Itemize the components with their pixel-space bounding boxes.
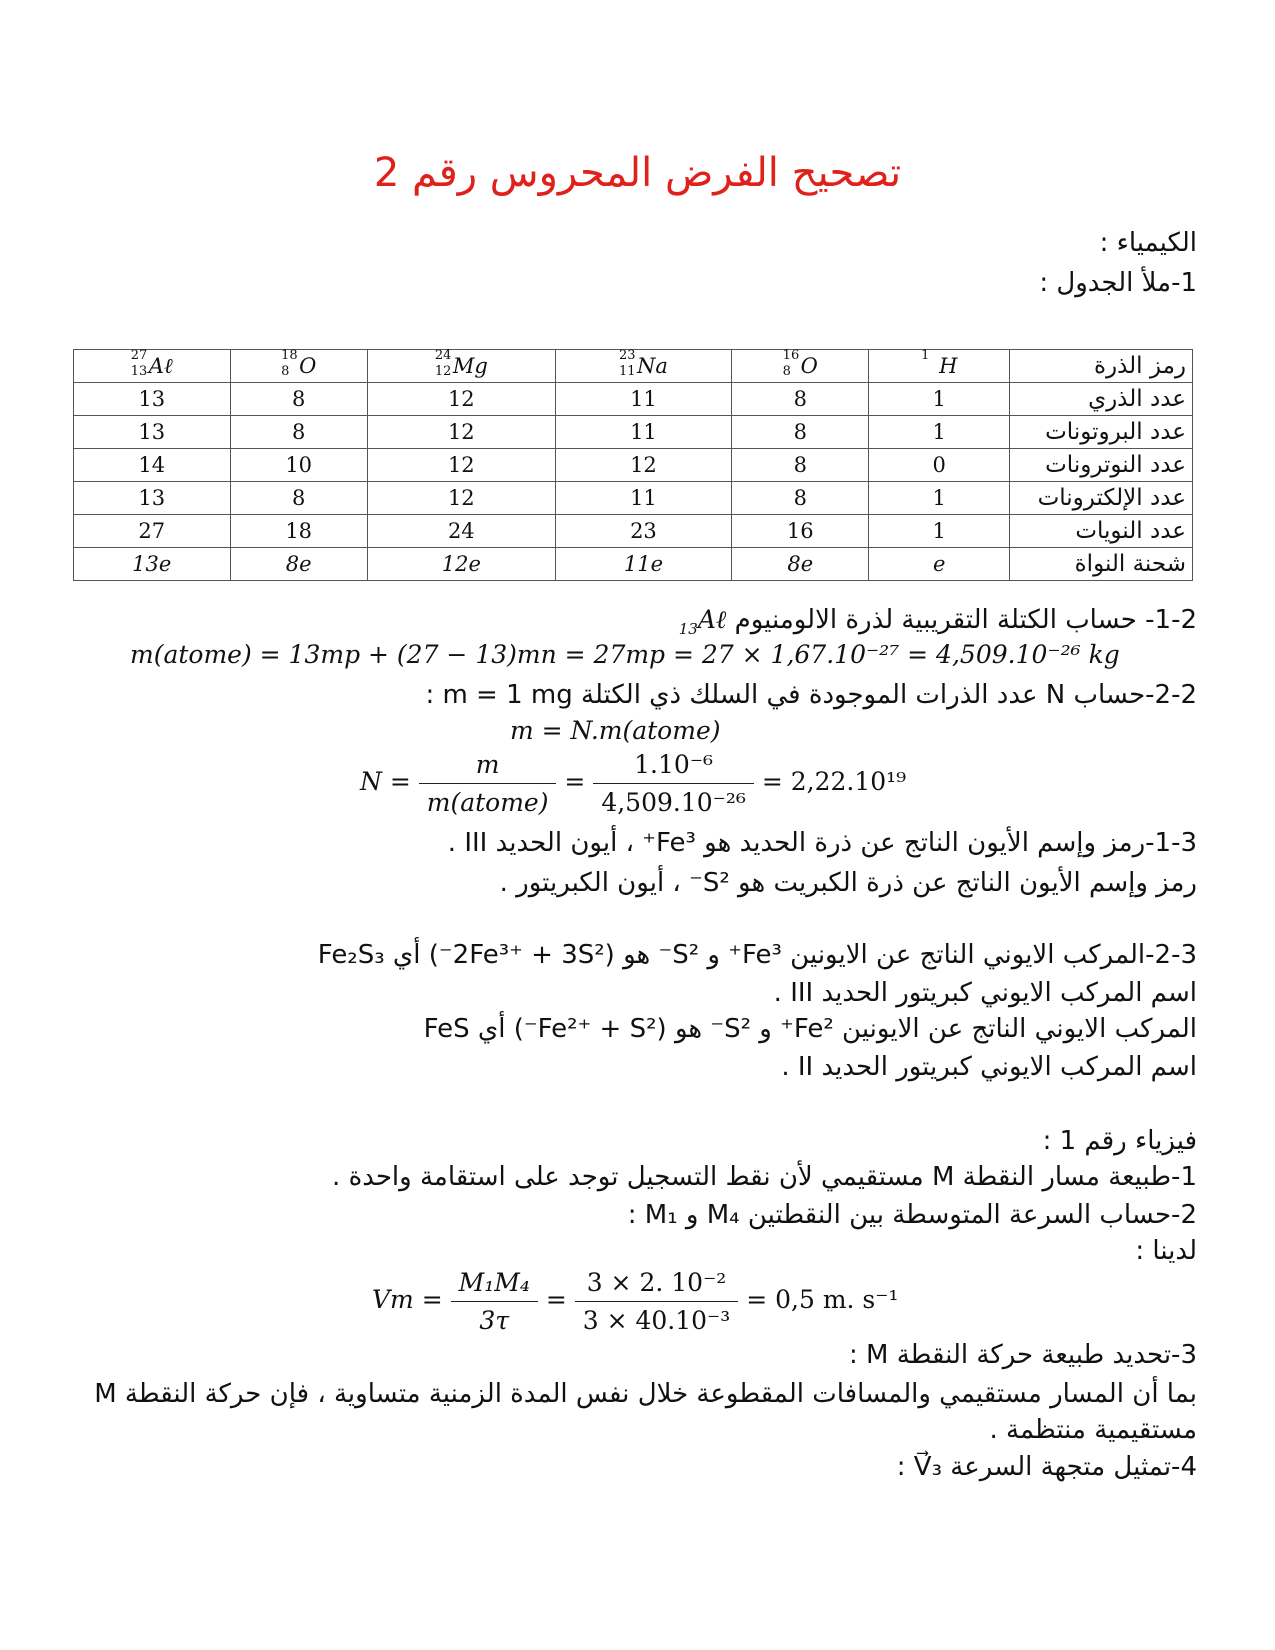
table-row — [74, 416, 1193, 449]
table-cell: 11 — [555, 416, 731, 449]
mass-number: 27 — [130, 347, 148, 363]
equation-m: m = N.m(atome) — [510, 716, 721, 745]
equation-N: N = $\frac{m}{\text{m(atome)}}$ = $\frac{\text{1.10⁻⁶}}{\text{4,509.10⁻²⁶}}$ = 2,22.10¹⁹ — [360, 750, 907, 817]
physics-q3: 3-تحديد طبيعة حركة النقطة M : — [848, 1340, 1197, 1370]
equation-atom-mass: m(atome) = 13mp + (27 − 13)mn = 27mp = 27 × 1,67.10⁻²⁷ = 4,509.10⁻²⁶ kg — [130, 640, 1120, 669]
question-fill-table: 1-ملأ الجدول : — [1039, 268, 1197, 298]
page-title: تصحيح الفرض المحروس رقم 2 — [373, 150, 902, 196]
table-cell: 23 — [555, 515, 731, 548]
table-cell: 1 — [869, 482, 1010, 515]
table-cell: 1 — [869, 515, 1010, 548]
row-label: عدد الإلكترونات — [1010, 482, 1193, 515]
compound-name-iii: اسم المركب الايوني كبريتور الحديد III . — [773, 978, 1197, 1008]
table-cell: 18 — [230, 515, 367, 548]
table-cell: 12 — [555, 449, 731, 482]
element-symbol: Na — [636, 354, 668, 378]
table-cell: 12 — [367, 449, 555, 482]
table-cell: 24 — [367, 515, 555, 548]
table-cell: 8 — [732, 449, 869, 482]
physics-q4: 4-تمثيل متجهة السرعة V⃗₃ : — [896, 1452, 1197, 1482]
atomic-number: 11 — [618, 364, 636, 379]
atom-symbol — [732, 350, 869, 383]
table-cell: 8e — [230, 548, 367, 581]
mass-number: 23 — [618, 348, 636, 363]
row-label: رمز الذرة — [1010, 350, 1193, 383]
mass-number: 1 — [921, 348, 930, 363]
element-symbol: O — [299, 354, 317, 378]
question-2-2: 2-2-حساب N عدد الذرات الموجودة في السلك ذي الكتلة m = 1 mg : — [425, 680, 1197, 710]
compound-name-ii: اسم المركب الايوني كبريتور الحديد II . — [781, 1052, 1197, 1082]
element-symbol: O — [800, 354, 818, 378]
atomic-number: 8 — [281, 364, 290, 379]
atom-symbol — [74, 347, 231, 383]
element-symbol: Aℓ — [148, 353, 173, 378]
element-symbol: Mg — [452, 354, 488, 378]
atomic-number: 8 — [782, 364, 791, 379]
row-label: شحنة النواة — [1010, 548, 1193, 581]
physics-q3-answer: بما أن المسار مستقيمي والمسافات المقطوعة خلال نفس المدة الزمنية متساوية ، فإن حركة النقطة M مستقيمية منتظمة . — [94, 1379, 1197, 1445]
physics-heading: فيزياء رقم 1 : — [1042, 1126, 1197, 1156]
table-cell: 1 — [869, 383, 1010, 416]
table-cell: 11e — [555, 548, 731, 581]
question-3-1-sulfur: رمز وإسم الأيون الناتج عن ذرة الكبريت هو S²⁻ ، أيون الكبريتور . — [499, 868, 1197, 898]
table-row — [74, 548, 1193, 581]
table-cell: 8 — [732, 482, 869, 515]
table-cell: 1 — [869, 416, 1010, 449]
table-cell: 16 — [732, 515, 869, 548]
table-cell: 11 — [555, 383, 731, 416]
table-cell: e — [869, 548, 1010, 581]
atom-symbol — [367, 350, 555, 383]
table-cell: 12 — [367, 482, 555, 515]
atom-symbol — [230, 350, 367, 383]
row-label: عدد النويات — [1010, 515, 1193, 548]
question-3-1: 1-3-رمز وإسم الأيون الناتج عن ذرة الحديد هو Fe³⁺ ، أيون الحديد III . — [447, 828, 1197, 858]
table-cell: 13e — [74, 548, 231, 581]
table-cell: 8 — [732, 416, 869, 449]
atom-symbol — [869, 350, 1010, 383]
table-row — [74, 515, 1193, 548]
table-cell: 12 — [367, 383, 555, 416]
chemistry-heading: الكيمياء : — [1099, 228, 1197, 258]
atom-symbol — [555, 350, 731, 383]
table-row — [74, 449, 1193, 482]
table-cell: 8e — [732, 548, 869, 581]
table-cell: 0 — [869, 449, 1010, 482]
table-row — [74, 383, 1193, 416]
table-cell: 10 — [230, 449, 367, 482]
physics-q2: 2-حساب السرعة المتوسطة بين النقطتين M₄ و M₁ : — [627, 1200, 1197, 1230]
mass-number: 18 — [281, 348, 298, 363]
table-cell: 8 — [230, 383, 367, 416]
compound-feS: المركب الايوني الناتج عن الايونين Fe²⁺ و S²⁻ هو (Fe²⁺ + S²⁻) أي FeS — [423, 1014, 1197, 1044]
atoms-table — [73, 349, 1193, 581]
physics-q1: 1-طبيعة مسار النقطة M مستقيمي لأن نقط التسجيل توجد على استقامة واحدة . — [332, 1162, 1197, 1192]
table-row — [74, 350, 1193, 383]
table-cell: 8 — [732, 383, 869, 416]
table-cell: 13 — [74, 383, 231, 416]
table-cell: 13 — [74, 416, 231, 449]
table-row — [74, 482, 1193, 515]
table-cell: 11 — [555, 482, 731, 515]
table-cell: 13 — [74, 482, 231, 515]
physics-given: لدينا : — [1135, 1236, 1197, 1266]
mass-number: 24 — [434, 348, 452, 363]
row-label: عدد النوترونات — [1010, 449, 1193, 482]
table-cell: 12 — [367, 416, 555, 449]
table-cell: 8 — [230, 482, 367, 515]
table-cell: 8 — [230, 416, 367, 449]
question-2-1: 1-2- حساب الكتلة التقريبية لذرة الالومنيوم $_{13}$Aℓ — [678, 605, 1197, 638]
table-cell: 27 — [74, 515, 231, 548]
row-label: عدد البروتونات — [1010, 416, 1193, 449]
atomic-number: 12 — [434, 364, 452, 379]
equation-velocity: Vm = $\frac{\text{M₁M₄}}{3\tau}$ = $\frac{\text{3 × 2. 10⁻²}}{\text{3 × 40.10⁻³}}$ = 0,5 m. s⁻¹ — [372, 1268, 899, 1335]
row-label: عدد الذري — [1010, 383, 1193, 416]
element-symbol: H — [939, 354, 958, 378]
atomic-number: 13 — [130, 363, 148, 379]
table-cell: 12e — [367, 548, 555, 581]
question-3-2: 2-3-المركب الايوني الناتج عن الايونين Fe³⁺ و S²⁻ هو (2Fe³⁺ + 3S²⁻) أي Fe₂S₃ — [317, 940, 1197, 970]
table-cell: 14 — [74, 449, 231, 482]
mass-number: 16 — [782, 348, 800, 363]
